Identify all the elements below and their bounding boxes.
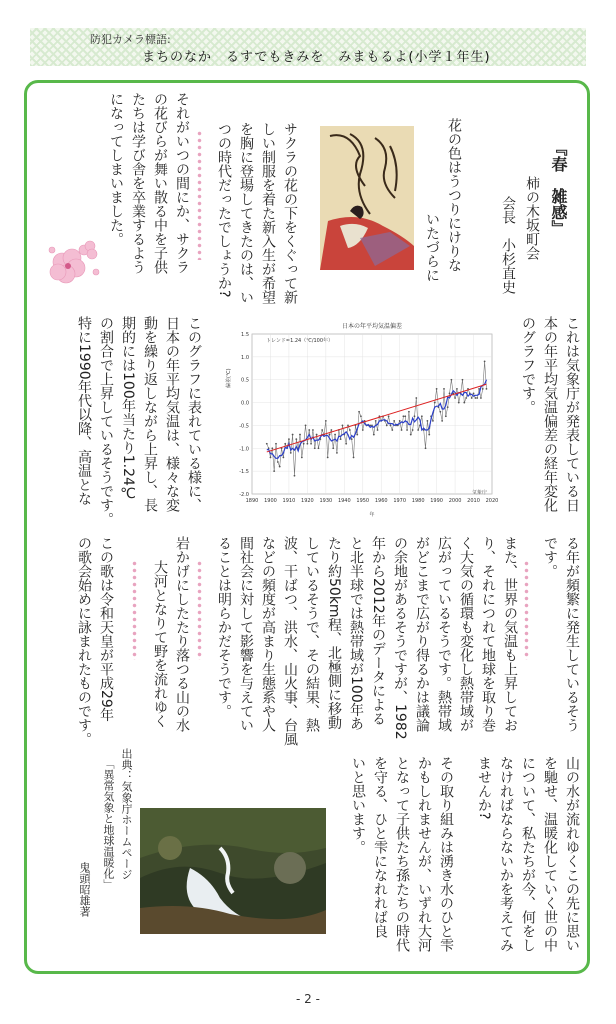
- chart-point: [321, 429, 323, 431]
- chart-point: [266, 443, 268, 445]
- divider-dots: [197, 560, 202, 660]
- para-6-line-9: たり約50km程、北極側に移動: [326, 536, 342, 730]
- para-6-line-7: 年から2012年のデータによる: [370, 536, 386, 726]
- chart-y-tick-label: 0.0: [241, 400, 249, 407]
- chart-x-tick-label: 1980: [411, 498, 425, 504]
- chart-point: [295, 438, 297, 440]
- divider-dots: [132, 560, 137, 660]
- chart-point: [332, 447, 334, 449]
- chart-point: [386, 425, 388, 427]
- para-8-line-1: その取り組みは湧き水のひと雫: [438, 756, 454, 952]
- chart-point: [288, 438, 290, 440]
- temperature-chart-svg: [222, 318, 502, 518]
- chart-point: [425, 447, 427, 449]
- chart-point: [270, 457, 272, 459]
- chart-point: [465, 397, 467, 399]
- para-6-line-2: り、それにつれて地球を取り巻: [480, 536, 496, 732]
- para-2-line-1: それがいつの間にか、サクラ: [174, 92, 190, 274]
- chart-point: [353, 457, 355, 459]
- chart-point: [310, 443, 312, 445]
- chart-point: [312, 429, 314, 431]
- para-7-line-2: を馳せ、温暖化していく世の中: [542, 756, 558, 952]
- chart-x-tick-label: 2010: [467, 498, 480, 504]
- chart-point: [415, 397, 417, 399]
- chart-point: [299, 434, 301, 436]
- chart-point: [314, 447, 316, 449]
- poem-line-2: いたづらに: [424, 212, 440, 282]
- chart-point: [484, 361, 486, 363]
- chart-point: [402, 415, 404, 417]
- chart-point: [336, 452, 338, 454]
- chart-point: [474, 397, 476, 399]
- chart-point: [412, 429, 414, 431]
- chart-x-tick-label: 1960: [374, 498, 388, 504]
- chart-x-tick-label: 1990: [430, 498, 443, 504]
- para-4-line-1: このグラフに表れている様に、: [186, 316, 202, 512]
- chart-y-tick-label: 1.5: [241, 332, 249, 338]
- para-5-line-1: る年が頻繁に発生しているそう: [564, 536, 580, 732]
- chart-point: [404, 415, 406, 417]
- para-6-line-13: 間社会に対して影響を与えてい: [238, 536, 254, 732]
- chart-point: [441, 420, 443, 422]
- chart-ylabel: 偏差(℃): [226, 368, 232, 388]
- header-banner: [30, 28, 586, 66]
- chart-point: [476, 397, 478, 399]
- chart-point: [356, 434, 358, 436]
- chart-point: [388, 415, 390, 417]
- chart-point: [434, 402, 436, 404]
- chart-point: [445, 415, 447, 417]
- para-6-line-12: などの頻度が高まり生態系や人: [260, 536, 276, 732]
- chart-point: [273, 470, 275, 472]
- para-8-line-2: かもしれませんが、いずれ大河: [416, 756, 432, 952]
- chart-point: [391, 429, 393, 431]
- para-6-line-3: く大気の循環も変化し熱帯域が: [458, 536, 474, 732]
- chart-y-tick-label: -0.5: [239, 423, 249, 430]
- chart-point: [373, 434, 375, 436]
- chart-x-tick-label: 2000: [448, 498, 462, 504]
- article-title: 『春 雑感』: [549, 140, 568, 236]
- chart-y-tick-label: -1.0: [239, 446, 249, 453]
- chart-point: [340, 438, 342, 440]
- chart-title: 日本の年平均気温偏差: [341, 323, 403, 330]
- sakura-illustration: [40, 232, 104, 292]
- chart-point: [282, 457, 284, 459]
- para-4-line-3: 動を繰り返しながら上昇し、長: [142, 316, 158, 512]
- para-7-line-4: なければならないかを考えてみ: [498, 756, 514, 952]
- chart-point: [432, 420, 434, 422]
- chart-point: [362, 429, 364, 431]
- chart-point: [393, 420, 395, 422]
- chart-point: [279, 466, 281, 468]
- para-2-line-4: になってしまいました。: [108, 92, 124, 246]
- chart-y-tick-label: 0.5: [241, 377, 249, 384]
- para-7-line-5: ませんか?: [476, 756, 492, 820]
- chart-point: [329, 434, 331, 436]
- chart-point: [301, 457, 303, 459]
- chart-legend: トレンド=1.24（℃/100年）: [266, 338, 334, 344]
- chart-point: [456, 388, 458, 390]
- divider-dots: [197, 130, 202, 260]
- chart-point: [306, 443, 308, 445]
- divider-dots: [524, 560, 529, 660]
- chart-point: [408, 411, 410, 413]
- page-number: - 2 -: [296, 992, 320, 1006]
- chart-point: [308, 429, 310, 431]
- chart-xlabel: 年: [369, 512, 375, 518]
- chart-x-tick-label: 1900: [264, 498, 277, 504]
- chart-y-tick-label: -1.5: [239, 469, 249, 476]
- para-6-line-5: がどこまで広がり得るかは議論: [414, 536, 430, 732]
- chart-x-tick-label: 1950: [356, 498, 370, 504]
- para-6-line-8: と北半球では熱帯域が100年あ: [348, 536, 364, 731]
- source-line-1: 出典：気象庁ホームページ: [120, 748, 133, 880]
- para-6-line-14: ることは明らかだそうです。: [216, 536, 232, 718]
- article-author: 会長 小杉直史: [500, 196, 516, 294]
- chart-point: [305, 425, 307, 427]
- para-1-line-4: つの時代だったでしょうか?: [216, 122, 232, 298]
- chart-point: [436, 388, 438, 390]
- chart-point: [454, 397, 456, 399]
- chart-point: [414, 415, 416, 417]
- chart-point: [486, 388, 488, 390]
- chart-point: [342, 425, 344, 427]
- para-7-line-3: について、私たちが今、何をし: [520, 756, 536, 952]
- para-7-line-1: 山の水が流れゆくこの先に思い: [564, 756, 580, 952]
- chart-point: [421, 415, 423, 417]
- chart-x-tick-label: 1970: [393, 498, 407, 504]
- chart-note: 気象庁: [472, 490, 488, 496]
- chart-point: [463, 402, 465, 404]
- para-8-line-4: を守る、ひと雫になれれば良: [372, 756, 388, 938]
- para-6-line-4: 広がっているそうです。熱帯域: [436, 536, 452, 732]
- para-6-line-10: しているそうで、その結果、熱: [304, 536, 320, 732]
- chart-point: [345, 443, 347, 445]
- poem2-line-1: 岩かげにしたたり落つる山の水: [174, 536, 190, 732]
- chart-point: [471, 397, 473, 399]
- header-label: 防犯カメラ標語:: [90, 33, 171, 46]
- chart-point: [327, 457, 329, 459]
- para-6-line-6: の余地があるそうですが、1982: [392, 536, 408, 740]
- chart-point: [303, 443, 305, 445]
- chart-point: [351, 438, 353, 440]
- chart-point: [347, 425, 349, 427]
- chart-point: [271, 447, 273, 449]
- para-1-line-3: を胸に登場してきたのは、い: [238, 122, 254, 304]
- chart-point: [406, 429, 408, 431]
- para-1-line-1: サクラの花の下をくぐって新: [282, 122, 298, 304]
- chart-point: [360, 415, 362, 417]
- source-line-2: 「異常気象と地球温暖化」: [102, 758, 115, 890]
- chart-point: [277, 461, 279, 463]
- article-org: 柿の木坂町会: [524, 176, 540, 260]
- chart-y-tick-label: 1.0: [241, 354, 249, 361]
- chart-point: [450, 379, 452, 381]
- chart-point: [480, 397, 482, 399]
- para-6-line-11: 波、干ばつ、洪水、山火事、台風: [282, 536, 298, 746]
- chart-point: [318, 447, 320, 449]
- chart-point: [330, 429, 332, 431]
- para-4-line-6: 特に1990年代以降、高温とな: [76, 316, 92, 506]
- chart-point: [447, 406, 449, 408]
- poem-line-1: 花の色はうつりにけりな: [446, 118, 462, 272]
- chart-point: [349, 429, 351, 431]
- chart-point: [458, 402, 460, 404]
- chart-point: [294, 475, 296, 477]
- para-5-line-2: です。: [542, 536, 558, 578]
- chart-point: [390, 425, 392, 427]
- chart-point: [426, 420, 428, 422]
- chart-point: [399, 420, 401, 422]
- poem2-line-2: 大河となりて野を流れゆく: [152, 560, 168, 728]
- chart-point: [375, 420, 377, 422]
- chart-x-tick-label: 1920: [301, 498, 314, 504]
- chart-point: [377, 429, 379, 431]
- para-8-line-3: となって子供たち孫たちの時代: [394, 756, 410, 952]
- para-8-line-5: いと思います。: [350, 756, 366, 854]
- para-1-line-2: しい制服を着た新入生が希望: [260, 122, 276, 304]
- chart-point: [417, 429, 419, 431]
- chart-x-tick-label: 1930: [319, 498, 333, 504]
- chart-point: [316, 434, 318, 436]
- poem2-note-line-2: の歌会始めに詠まれたものです。: [76, 536, 92, 746]
- chart-y-tick-label: -2.0: [239, 492, 249, 498]
- header-slogan: まちのなか るすでもきみを みまもるよ(小学１年生): [142, 50, 491, 65]
- chart-point: [482, 388, 484, 390]
- chart-x-tick-label: 1890: [245, 498, 259, 504]
- chart-point: [284, 443, 286, 445]
- chart-x-tick-label: 1910: [282, 498, 296, 504]
- chart-point: [428, 434, 430, 436]
- chart-point: [292, 434, 294, 436]
- para-4-line-4: 期的には100年当たり1.24℃: [120, 316, 136, 502]
- para-3-line-2: 本の年平均気温偏差の経年変化: [542, 316, 558, 512]
- waterfall-photo: [140, 808, 326, 934]
- para-2-line-3: たちは学び舎を卒業するよう: [130, 92, 146, 274]
- chart-x-tick-label: 2020: [485, 498, 499, 504]
- temperature-chart: [222, 318, 502, 518]
- chart-point: [473, 393, 475, 395]
- poem2-note-line-1: この歌は令和天皇が平成29年: [98, 536, 114, 722]
- para-4-line-2: 日本の年平均気温は、様々な変: [164, 316, 180, 512]
- chart-point: [439, 411, 441, 413]
- calligraphy-image: [320, 126, 414, 270]
- chart-point: [275, 443, 277, 445]
- chart-point: [462, 379, 464, 381]
- source-author: 鬼頭昭雄著: [78, 862, 91, 917]
- chart-point: [410, 434, 412, 436]
- para-2-line-2: の花びらが舞い散る中を子供: [152, 92, 168, 274]
- chart-point: [290, 452, 292, 454]
- para-6-line-1: また、世界の気温も上昇してお: [502, 536, 518, 732]
- chart-point: [449, 393, 451, 395]
- para-3-line-1: これは気象庁が発表している日: [564, 316, 580, 512]
- para-3-line-3: のグラフです。: [520, 316, 536, 414]
- para-4-line-5: の割合で上昇しているそうです。: [98, 316, 114, 526]
- chart-point: [443, 388, 445, 390]
- chart-point: [334, 434, 336, 436]
- chart-point: [325, 420, 327, 422]
- chart-point: [358, 411, 360, 413]
- chart-x-tick-label: 1940: [337, 498, 351, 504]
- chart-point: [401, 429, 403, 431]
